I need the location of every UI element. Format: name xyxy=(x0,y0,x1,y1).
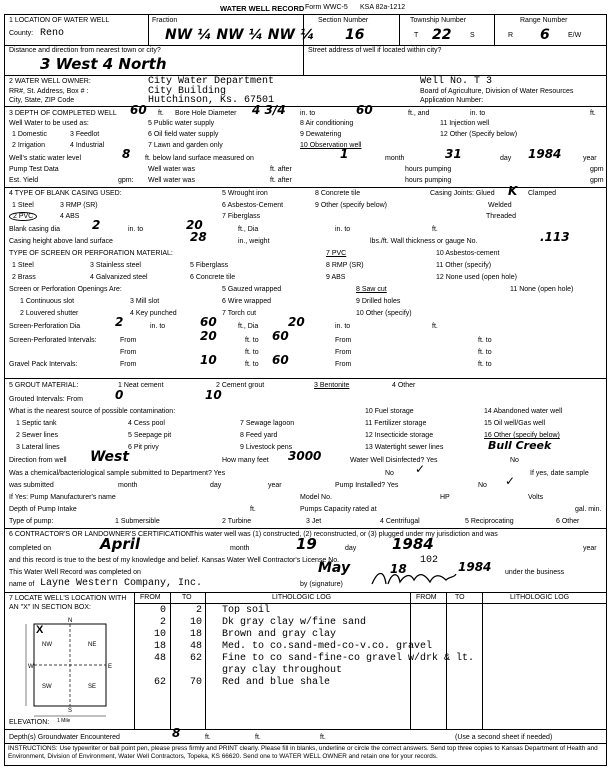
static-value[interactable]: 8 xyxy=(122,147,131,161)
direction-label: Direction from well xyxy=(9,457,67,464)
joints-label: Casing Joints: Glued xyxy=(430,190,495,197)
casing-opt[interactable]: 3 RMP (SR) xyxy=(60,202,98,209)
day-2: day xyxy=(210,482,222,489)
township-label: Township Number xyxy=(410,17,467,24)
instructions: INSTRUCTIONS: Use typewriter or ball point pen, please press firmly and PRINT clearly. Please fill in blanks, underline or circle the correct answers. Send top three copies to Kansas Department of Health and Environment, Division of Environment, Water Well Contractors, Topeka, KS 66620. Send one to WATER WELL OWNER and retain one for your records. xyxy=(8,745,598,760)
city-label: City, State, ZIP Code xyxy=(9,97,75,104)
grout-opt[interactable]: 2 Cement grout xyxy=(216,382,265,389)
ft-2: ft. xyxy=(590,110,596,117)
comp-day[interactable]: 19 xyxy=(296,535,317,553)
use-opt[interactable]: 4 Industrial xyxy=(70,142,105,149)
open-opt[interactable]: 1 Continuous slot xyxy=(20,298,75,305)
pump-type-opt[interactable]: 2 Turbine xyxy=(222,518,252,525)
fraction-label: Fraction xyxy=(152,17,178,24)
township-value[interactable]: 22 xyxy=(432,27,452,43)
open-opt[interactable]: 7 Torch cut xyxy=(222,310,257,317)
compass-e: E xyxy=(108,664,113,670)
log-description[interactable]: Red and blue shale xyxy=(222,677,331,688)
compass-n: N xyxy=(68,618,73,624)
well-location-x[interactable]: X xyxy=(36,624,44,636)
gw-note: (Use a second sheet if needed) xyxy=(455,734,553,741)
open-opt[interactable]: 3 Mill slot xyxy=(130,298,160,305)
open-label: Screen or Perforation Openings Are: xyxy=(9,286,122,293)
completed-label: completed on xyxy=(9,545,52,552)
grout-opt[interactable]: 1 Neat cement xyxy=(118,382,164,389)
source-opt[interactable]: 5 Seepage pit xyxy=(128,432,172,439)
rec-day[interactable]: 18 xyxy=(390,562,407,576)
chem-label: Was a chemical/bacteriological sample submitted to Department? Yes xyxy=(9,470,226,477)
s5-label: 5 GROUT MATERIAL: xyxy=(9,382,79,389)
casing-opt[interactable]: 9 Other (specify below) xyxy=(315,202,387,209)
ft-to: ft. to xyxy=(245,337,259,344)
form-number: Form WWC-5 xyxy=(305,4,348,11)
chem-check[interactable]: ✓ xyxy=(415,462,426,476)
static-label: Well's static water level xyxy=(9,155,82,162)
street-label: Street address of well if located within city? xyxy=(308,47,442,54)
ft-dia: ft., Dia xyxy=(238,226,259,233)
source-opt[interactable]: 12 Insecticide storage xyxy=(365,432,434,439)
mile-scale: 1 Mile xyxy=(57,718,71,724)
pump-type-label: Type of pump: xyxy=(9,518,54,525)
direction-value[interactable]: West xyxy=(90,449,130,465)
model-label: Model No. xyxy=(300,494,332,501)
township-t: T xyxy=(414,32,419,39)
static-day[interactable]: 31 xyxy=(445,147,462,161)
pump-type-opt[interactable]: 6 Other xyxy=(556,518,580,525)
wwas2: Well water was xyxy=(148,177,195,184)
range-r: R xyxy=(508,32,514,39)
source-opt[interactable]: 7 Sewage lagoon xyxy=(240,420,295,427)
use-label: Well Water to be used as: xyxy=(9,120,89,127)
spdia-value[interactable]: 2 xyxy=(115,315,124,329)
static-txt: ft. below land surface measured on xyxy=(145,155,254,162)
blank-label: Blank casing dia xyxy=(9,226,60,233)
int-from[interactable]: 20 xyxy=(200,329,217,343)
height-label: Casing height above land surface xyxy=(9,238,113,245)
use-opt-selected[interactable]: 10 Observation well xyxy=(300,142,362,149)
screen-opt[interactable]: 6 Concrete tile xyxy=(190,274,236,281)
col-from-2: FROM xyxy=(416,594,437,601)
ftafter2: ft. after xyxy=(270,177,292,184)
ksa-number: KSA 82a-1212 xyxy=(360,4,406,11)
intake-label: Depth of Pump Intake xyxy=(9,506,77,513)
gpm: gpm xyxy=(590,166,604,173)
business-name[interactable]: Layne Western Company, Inc. xyxy=(40,578,203,589)
screen-opt[interactable]: 3 Stainless steel xyxy=(90,262,141,269)
month-3: month xyxy=(230,545,250,552)
casing-opt[interactable]: 8 Concrete tile xyxy=(315,190,361,197)
year-3: year xyxy=(583,545,597,552)
use-opt[interactable]: 1 Domestic xyxy=(12,131,48,138)
range-ew: E/W xyxy=(568,32,582,39)
col-from: FROM xyxy=(140,594,161,601)
ft-and: ft., and xyxy=(408,110,430,117)
source-opt[interactable]: 1 Septic tank xyxy=(16,420,57,427)
log-from[interactable]: 18 xyxy=(153,641,166,652)
cert-text-1: This water well was (1) constructed, (2) reconstructed, or (3) plugged under my jurisdiction and was xyxy=(190,531,498,538)
casing-opt[interactable]: 6 Asbestos-Cement xyxy=(222,202,284,209)
from-2: From xyxy=(335,337,352,344)
bore-label: Bore Hole Diameter xyxy=(175,110,237,117)
use-opt[interactable]: 5 Public water supply xyxy=(148,120,215,127)
no-label[interactable]: No xyxy=(510,457,519,464)
cert-text-2: and this record is true to the best of my knowledge and belief. Kansas Water Well Contractor's License No. xyxy=(9,557,340,564)
cert-text-4: under the business xyxy=(505,569,565,576)
log-description[interactable]: Top soil xyxy=(222,605,271,616)
other-source[interactable]: Bull Creek xyxy=(488,439,552,452)
wwas: Well water was xyxy=(148,166,195,173)
signature-label: by (signature) xyxy=(300,581,343,588)
volts-label: Volts xyxy=(528,494,544,501)
col-log: LITHOLOGIC LOG xyxy=(272,594,332,601)
casing-opt[interactable]: 7 Fiberglass xyxy=(222,213,261,220)
from-6: From xyxy=(335,361,352,368)
from: From xyxy=(120,337,137,344)
ftafter: ft. after xyxy=(270,166,292,173)
intervals-label: Screen-Perforated Intervals: xyxy=(9,337,97,344)
casing-opt[interactable]: 4 ABS xyxy=(60,213,80,220)
clamped[interactable]: Clamped xyxy=(528,190,557,197)
pump-test-label: Pump Test Data xyxy=(9,166,59,173)
ft-3: ft. xyxy=(432,323,438,330)
screen-opt[interactable]: 12 None used (open hole) xyxy=(436,274,517,281)
form-title: WATER WELL RECORD xyxy=(220,4,305,13)
section-label: Section Number xyxy=(318,17,369,24)
source-opt[interactable]: 15 Oil well/Gas well xyxy=(484,420,546,427)
disinfected-label: Water Well Disinfected? Yes xyxy=(350,457,438,464)
distance-value[interactable]: 3 West 4 North xyxy=(40,55,167,73)
spdia-label: Screen-Perforation Dia xyxy=(9,323,81,330)
well-number[interactable]: Well No. T 3 xyxy=(420,76,493,87)
gpm3: gpm xyxy=(590,177,604,184)
source-opt[interactable]: 6 Pit privy xyxy=(128,444,159,451)
open-opt[interactable]: 2 Louvered shutter xyxy=(20,310,79,317)
screen-opt[interactable]: 5 Fiberglass xyxy=(190,262,229,269)
hrs: hours pumping xyxy=(405,166,452,173)
log-description[interactable]: Fine to co sand-fine-co gravel w/drk & lt. xyxy=(222,653,475,664)
log-description[interactable]: Dk gray clay w/fine sand xyxy=(222,617,367,628)
log-from[interactable]: 10 xyxy=(153,629,166,640)
gauge-value[interactable]: .113 xyxy=(540,230,570,244)
col-log-2: LITHOLOGIC LOG xyxy=(510,594,570,601)
gravel-to[interactable]: 60 xyxy=(272,353,289,367)
source-opt[interactable]: 3 Lateral lines xyxy=(16,444,60,451)
log-to[interactable]: 70 xyxy=(189,677,202,688)
s2-label: 2 WATER WELL OWNER: xyxy=(9,78,91,85)
s7-label: 7 LOCATE WELL'S LOCATION WITH AN "X" IN SECTION BOX: xyxy=(9,595,127,611)
blank-dia[interactable]: 2 xyxy=(92,218,101,232)
welded[interactable]: Welded xyxy=(488,202,512,209)
static-year[interactable]: 1984 xyxy=(528,147,562,161)
screen-opt[interactable]: 11 Other (specify) xyxy=(436,262,492,269)
name-label: name of xyxy=(9,581,35,588)
owner-name[interactable]: City Water Department xyxy=(148,76,275,87)
use-opt[interactable]: 6 Oil field water supply xyxy=(148,131,219,138)
month-label: month xyxy=(385,155,405,162)
comp-year[interactable]: 1984 xyxy=(392,535,434,553)
app-label: Application Number: xyxy=(420,97,484,104)
pump-type-opt[interactable]: 4 Centrifugal xyxy=(380,518,420,525)
threaded[interactable]: Threaded xyxy=(486,213,516,220)
section-value[interactable]: 16 xyxy=(345,27,365,43)
gpm2: gpm: xyxy=(118,177,134,184)
spdia-2[interactable]: 20 xyxy=(288,315,305,329)
col-to-2: TO xyxy=(455,594,465,601)
log-to[interactable]: 2 xyxy=(195,605,202,616)
bore-to-value[interactable]: 60 xyxy=(356,103,373,117)
in-to-3: in. to xyxy=(150,323,166,330)
source-opt[interactable]: 11 Fertilizer storage xyxy=(365,420,427,427)
screen-opt[interactable]: 9 ABS xyxy=(326,274,346,281)
range-value[interactable]: 6 xyxy=(540,27,550,43)
month-2: month xyxy=(118,482,138,489)
static-month[interactable]: 1 xyxy=(340,147,349,161)
no-label-3[interactable]: No xyxy=(478,482,487,489)
open-opt[interactable]: 11 None (open hole) xyxy=(510,286,574,293)
in-weight: in., weight xyxy=(238,238,270,245)
in-to: in. to xyxy=(300,110,316,117)
groundwater-value[interactable]: 8 xyxy=(172,726,181,740)
ft-dia-2: ft., Dia xyxy=(238,323,259,330)
source-opt[interactable]: 8 Feed yard xyxy=(240,432,278,439)
s3-label: 3 DEPTH OF COMPLETED WELL xyxy=(9,110,117,117)
est-yield: Est. Yield xyxy=(9,177,39,184)
casing-opt-selected[interactable]: 2 PVC xyxy=(9,212,37,221)
s1-label: 1 LOCATION OF WATER WELL xyxy=(9,17,110,24)
grouted-from[interactable]: 0 xyxy=(115,388,124,402)
open-opt[interactable]: 5 Gauzed wrapped xyxy=(222,286,282,293)
height-value[interactable]: 28 xyxy=(190,230,207,244)
feet-value[interactable]: 3000 xyxy=(288,449,322,463)
submitted-label: was submitted xyxy=(9,482,54,489)
casing-opt[interactable]: 5 Wrought iron xyxy=(222,190,268,197)
rec-year[interactable]: 1984 xyxy=(458,560,492,574)
open-opt[interactable]: 4 Key punched xyxy=(130,310,177,317)
galmin-label: gal. min. xyxy=(575,506,602,513)
groundwater-label: Depth(s) Groundwater Encountered xyxy=(9,734,120,741)
fraction-value[interactable]: NW ¼ NW ¼ NW ¼ xyxy=(165,27,315,43)
log-from[interactable]: 48 xyxy=(153,653,166,664)
screen-opt[interactable]: 4 Galvanized steel xyxy=(90,274,148,281)
col-to: TO xyxy=(182,594,192,601)
use-opt[interactable]: 7 Lawn and garden only xyxy=(148,142,223,149)
source-opt[interactable]: 2 Sewer lines xyxy=(16,432,59,439)
log-to[interactable]: 62 xyxy=(189,653,202,664)
screen-opt[interactable]: 2 Brass xyxy=(12,274,36,281)
no-label-2[interactable]: No xyxy=(385,470,394,477)
log-description[interactable]: Med. to co.sand-med-co-v.co. gravel xyxy=(222,641,433,652)
hp-label: HP xyxy=(440,494,450,501)
casing-opt[interactable]: 1 Steel xyxy=(12,202,34,209)
log-from[interactable]: 0 xyxy=(159,605,166,616)
year-label: year xyxy=(583,155,597,162)
use-opt[interactable]: 8 Air conditioning xyxy=(300,120,354,127)
log-description[interactable]: gray clay throughout xyxy=(222,665,343,676)
owner-city[interactable]: Hutchinson, Ks. 67501 xyxy=(148,95,275,106)
day-3: day xyxy=(345,545,357,552)
cert-text-3: This Water Well Record was completed on xyxy=(9,569,141,576)
screen-opt[interactable]: 8 RMP (SR) xyxy=(326,262,364,269)
log-to[interactable]: 10 xyxy=(189,617,202,628)
use-opt[interactable]: 9 Dewatering xyxy=(300,131,342,138)
source-opt[interactable]: 10 Fuel storage xyxy=(365,408,414,415)
capacity-label: Pumps Capacity rated at xyxy=(300,506,377,513)
elevation-label: ELEVATION: xyxy=(9,719,50,726)
lbs-label: lbs./ft. Wall thickness or gauge No. xyxy=(370,238,478,245)
joints-check[interactable]: K xyxy=(508,184,518,198)
gravel-label: Gravel Pack Intervals: xyxy=(9,361,78,368)
installed-check[interactable]: ✓ xyxy=(505,474,516,488)
gw-ft-3: ft. xyxy=(320,734,326,741)
installed-label: Pump Installed? Yes xyxy=(335,482,399,489)
county-value[interactable]: Reno xyxy=(40,28,65,39)
ft-to-4: ft. to xyxy=(478,349,492,356)
s6-label: 6 CONTRACTOR'S OR LANDOWNER'S CERTIFICATION: xyxy=(9,531,193,538)
comp-month[interactable]: April xyxy=(100,535,141,553)
ft-to-6: ft. to xyxy=(478,361,492,368)
compass-w: W xyxy=(28,664,34,670)
open-opt[interactable]: 6 Wire wrapped xyxy=(222,298,272,305)
ft-to-2: ft. to xyxy=(478,337,492,344)
source-opt[interactable]: 14 Abandoned water well xyxy=(484,408,563,415)
blank-to[interactable]: 20 xyxy=(186,218,203,232)
grouted-label: Grouted Intervals: From xyxy=(9,396,83,403)
use-opt[interactable]: 11 Injection well xyxy=(440,120,490,127)
screen-opt[interactable]: 1 Steel xyxy=(12,262,34,269)
pump-type-opt[interactable]: 3 Jet xyxy=(306,518,322,525)
depth-value[interactable]: 60 xyxy=(130,103,147,117)
ft-label: ft. xyxy=(158,110,164,117)
compass-nw: NW xyxy=(42,642,52,648)
s4-label: 4 TYPE OF BLANK CASING USED: xyxy=(9,190,122,197)
screen-opt[interactable]: 10 Asbestos-cement xyxy=(436,250,500,257)
screen-opt-selected[interactable]: 7 PVC xyxy=(326,250,347,257)
compass-sw: SW xyxy=(42,684,52,690)
ft: ft. xyxy=(432,226,438,233)
open-opt-selected[interactable]: 8 Saw cut xyxy=(356,286,387,293)
if-yes-label: If yes, date sample xyxy=(530,470,589,477)
source-opt[interactable]: 13 Watertight sewer lines xyxy=(365,444,444,451)
pump-type-opt[interactable]: 5 Reciprocating xyxy=(465,518,514,525)
log-description[interactable]: Brown and gray clay xyxy=(222,629,337,640)
log-to[interactable]: 18 xyxy=(189,629,202,640)
from-3: From xyxy=(120,349,137,356)
in-to-2: in. to xyxy=(470,110,486,117)
screen-label: TYPE OF SCREEN OR PERFORATION MATERIAL: xyxy=(9,250,173,257)
county-label: County: xyxy=(9,30,34,37)
distance-label: Distance and direction from nearest town or city? xyxy=(9,47,161,54)
spdia-to[interactable]: 60 xyxy=(200,315,217,329)
compass-se: SE xyxy=(88,684,97,690)
log-to[interactable]: 48 xyxy=(189,641,202,652)
ft-to-3: ft. to xyxy=(245,349,259,356)
howmany-label: How many feet xyxy=(222,457,269,464)
bore-value[interactable]: 4 3/4 xyxy=(252,103,286,117)
address-label: RR#, St. Address, Box # : xyxy=(9,88,89,95)
rec-month[interactable]: May xyxy=(318,560,351,576)
day-label: day xyxy=(500,155,512,162)
owner-address[interactable]: City Building xyxy=(148,86,227,97)
open-opt[interactable]: 10 Other (specify) xyxy=(356,310,412,317)
from-5: From xyxy=(120,361,137,368)
township-s: S xyxy=(470,32,475,39)
hrs2: hours pumping xyxy=(405,177,452,184)
int-to[interactable]: 60 xyxy=(272,329,289,343)
compass-ne: NE xyxy=(88,642,97,648)
pump-type-opt[interactable]: 1 Submersible xyxy=(115,518,160,525)
ft-to-5: ft. to xyxy=(245,361,259,368)
from-4: From xyxy=(335,349,352,356)
signature xyxy=(368,566,458,590)
open-opt[interactable]: 9 Drilled holes xyxy=(356,298,401,305)
gravel-from[interactable]: 10 xyxy=(200,353,217,367)
gw-ft: ft. xyxy=(205,734,211,741)
in-to: in. to xyxy=(128,226,144,233)
ft-4: ft. xyxy=(250,506,256,513)
in-to-4: in. to xyxy=(335,323,351,330)
license-value[interactable]: 102 xyxy=(420,555,439,566)
grouted-to[interactable]: 10 xyxy=(205,388,222,402)
use-opt[interactable]: 3 Feedlot xyxy=(70,131,100,138)
source-label: What is the nearest source of possible contamination: xyxy=(9,408,176,415)
log-from[interactable]: 2 xyxy=(159,617,166,628)
range-label: Range Number xyxy=(520,17,568,24)
compass-s: S xyxy=(68,708,73,714)
grout-opt-selected[interactable]: 3 Bentonite xyxy=(314,382,350,389)
use-opt[interactable]: 12 Other (Specify below) xyxy=(440,131,518,138)
source-opt[interactable]: 4 Cess pool xyxy=(128,420,165,427)
gw-ft-2: ft. xyxy=(255,734,261,741)
source-opt[interactable]: 9 Livestock pens xyxy=(240,444,293,451)
use-opt[interactable]: 2 Irrigation xyxy=(12,142,46,149)
board-label: Board of Agriculture, Division of Water Resources xyxy=(420,88,574,95)
source-opt-selected[interactable]: 16 Other (specify below) xyxy=(484,432,560,439)
pumpmfr-label: If Yes: Pump Manufacturer's name xyxy=(9,494,116,501)
year-2: year xyxy=(268,482,282,489)
grout-opt[interactable]: 4 Other xyxy=(392,382,416,389)
in-to-2: in. to xyxy=(335,226,351,233)
log-from[interactable]: 62 xyxy=(153,677,166,688)
